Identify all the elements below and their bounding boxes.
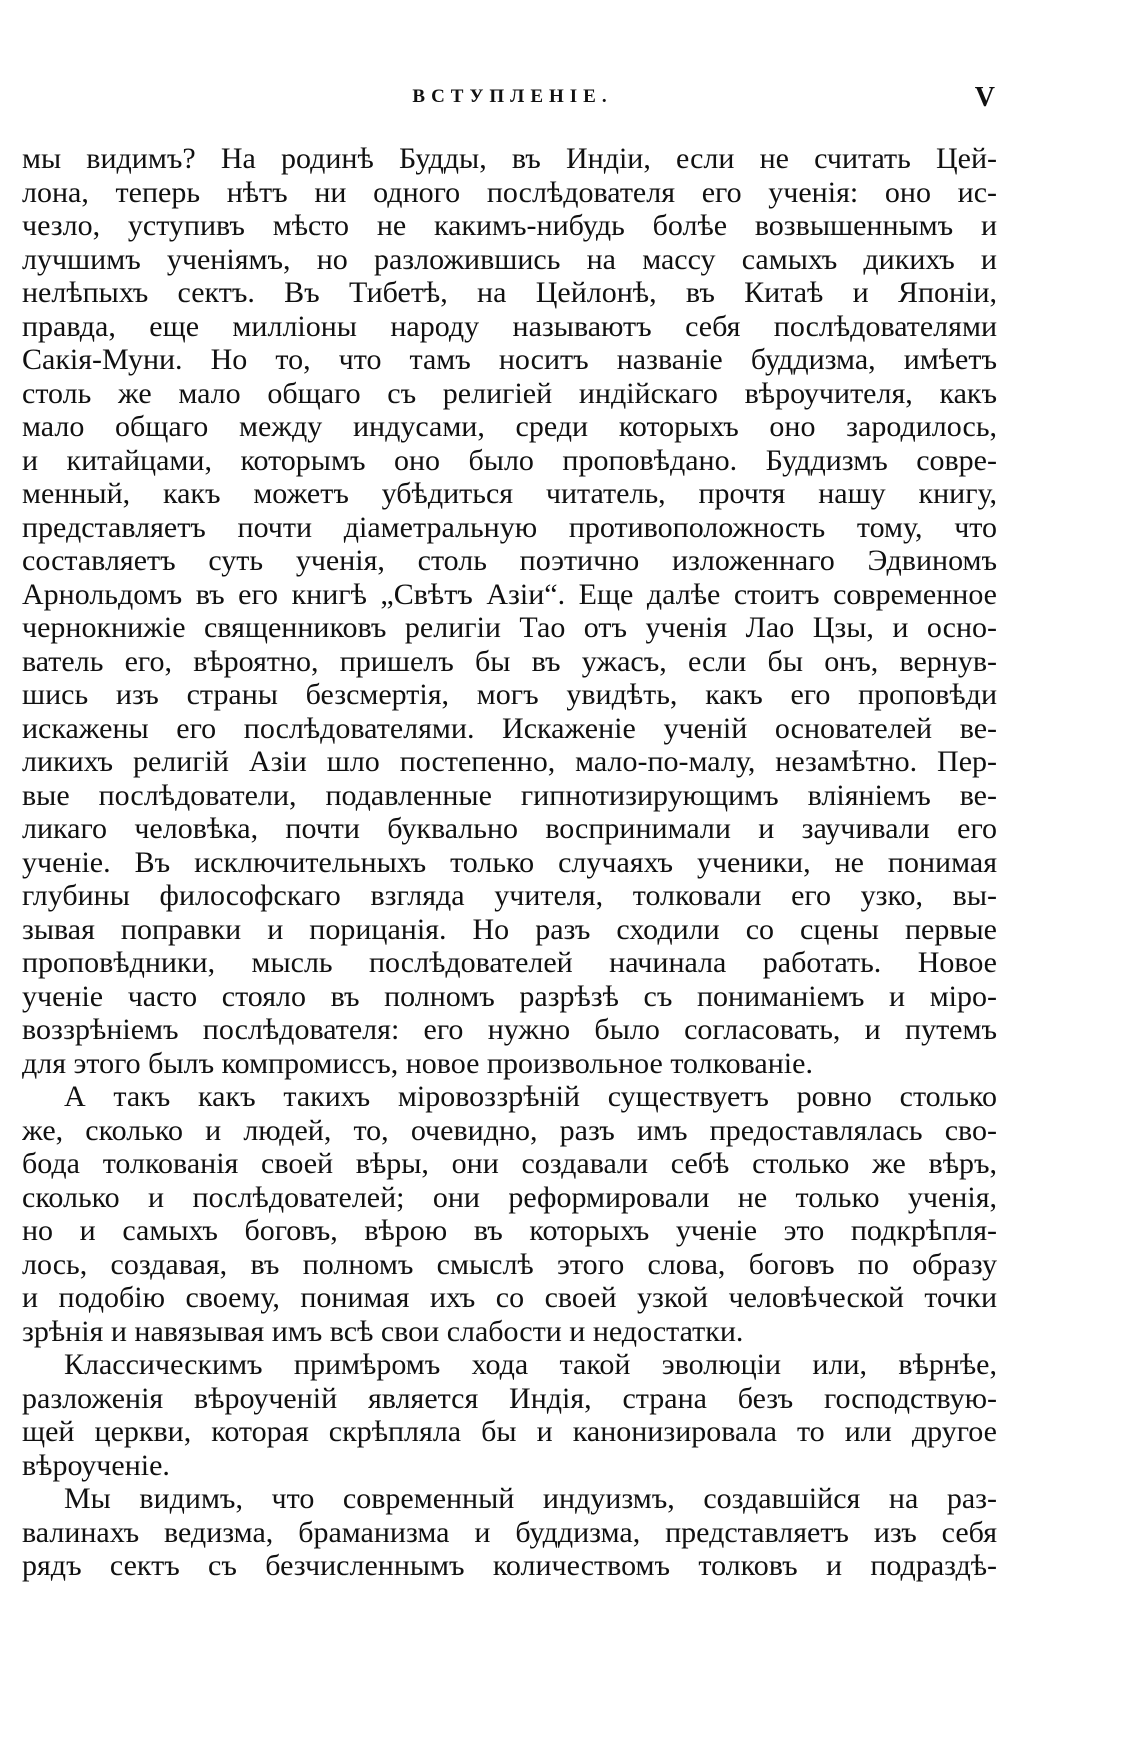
text-line: вые послѣдователи, подавленные гипнотизирующимъ вліяніемъ ве- [22, 778, 997, 812]
text-line: рядъ сектъ съ безчисленнымъ количествомъ толковъ и подраздѣ- [22, 1549, 997, 1582]
text-line: щей церкви, которая скрѣпляла бы и канонизировала то или другое [22, 1415, 997, 1448]
text-line: Мы видимъ, что современный индуизмъ, создавшійся на раз- [64, 1482, 997, 1515]
text-line: нелѣпыхъ сектъ. Въ Тибетѣ, на Цейлонѣ, въ Китаѣ и Японіи, [22, 276, 997, 309]
text-line: ученіе. Въ исключительныхъ только случаяхъ ученики, не понимая [22, 845, 997, 879]
text-line: и подобію своему, понимая ихъ со своей узкой человѣческой точки [22, 1281, 997, 1314]
running-title: ВСТУПЛЕНIЕ. [412, 86, 613, 107]
text-line: Сакія-Муни. Но то, что тамъ носитъ названіе буддизма, имѣетъ [22, 343, 997, 376]
text-line: вѣроученіе. [22, 1448, 170, 1482]
text-line: разложенія вѣроученій является Индія, страна безъ господствую- [22, 1381, 997, 1415]
text-line: ликаго человѣка, почти буквально воспринимали и заучивали его [22, 812, 997, 845]
text-line: столь же мало общаго съ религіей индійскаго вѣроучителя, какъ [22, 376, 997, 410]
text-line: А такъ какъ такихъ міровоззрѣній существуетъ ровно столько [64, 1080, 997, 1113]
paragraph [22, 142, 997, 1080]
text-line: лось, создавая, въ полномъ смыслѣ этого слова, боговъ по образу [22, 1247, 997, 1281]
text-line: и китайцами, которымъ оно было проповѣдано. Буддизмъ совре- [22, 443, 997, 477]
text-line: мало общаго между индусами, среди которыхъ оно зародилось, [22, 410, 997, 443]
text-line: ученіе часто стояло въ полномъ разрѣзѣ съ пониманіемъ и міро- [22, 979, 997, 1013]
text-line: же, сколько и людей, то, очевидно, разъ имъ предоставлялась сво- [22, 1113, 997, 1147]
text-line: сколько и послѣдователей; они реформировали не только ученія, [22, 1180, 997, 1214]
text-line: Классическимъ примѣромъ хода такой эволюціи или, вѣрнѣе, [64, 1348, 997, 1381]
text-line: лучшимъ ученіямъ, но разложившись на массу самыхъ дикихъ и [22, 242, 997, 276]
text-line: составляетъ суть ученія, столь поэтично изложеннаго Эдвиномъ [22, 544, 997, 577]
text-line: глубины философскаго взгляда учителя, толковали его узко, вы- [22, 879, 997, 912]
paragraph [22, 1482, 997, 1583]
text-line: зрѣнія и навязывая имъ всѣ свои слабости и недостатки. [22, 1314, 744, 1348]
text-line: мы видимъ? На родинѣ Будды, въ Индіи, если не считать Цей- [22, 142, 997, 175]
running-head [30, 82, 995, 122]
text-line: лона, теперь нѣтъ ни одного послѣдователя его ученія: оно ис- [22, 175, 997, 209]
text-line: валинахъ ведизма, браманизма и буддизма, представляетъ изъ себя [22, 1515, 997, 1549]
text-line: представляетъ почти діаметральную противоположность тому, что [22, 510, 997, 544]
text-line: шись изъ страны безсмертія, могъ увидѣть, какъ его проповѣди [22, 678, 997, 711]
text-line: ватель его, вѣроятно, пришелъ бы въ ужасъ, если бы онъ, вернув- [22, 644, 997, 678]
page-number: V [974, 82, 995, 113]
text-line: для этого былъ компромиссъ, новое произвольное толкованіе. [22, 1046, 813, 1080]
text-line: зывая поправки и порицанія. Но разъ сходили со сцены первые [22, 912, 997, 946]
body-text [22, 142, 997, 1583]
text-line: искажены его послѣдователями. Искаженіе ученій основателей ве- [22, 711, 997, 745]
text-line: воззрѣніемъ послѣдователя: его нужно было согласовать, и путемъ [22, 1013, 997, 1046]
text-line: проповѣдники, мысль послѣдователей начинала работать. Новое [22, 946, 997, 979]
text-line: правда, еще милліоны народу называютъ себя послѣдователями [22, 309, 997, 343]
text-line: чезло, уступивъ мѣсто не какимъ-нибудь болѣе возвышеннымъ и [22, 209, 997, 242]
text-line: чернокнижіе священниковъ религіи Тао отъ ученія Лао Цзы, и осно- [22, 611, 997, 644]
paragraph [22, 1348, 997, 1482]
text-line: бода толкованія своей вѣры, они создавали себѣ столько же вѣръ, [22, 1147, 997, 1180]
text-line: менный, какъ можетъ убѣдиться читатель, прочтя нашу книгу, [22, 477, 997, 510]
text-line: ликихъ религій Азіи шло постепенно, мало-по-малу, незамѣтно. Пер- [22, 745, 997, 778]
text-line: Арнольдомъ въ его книгѣ „Свѣтъ Азіи“. Еще далѣе стоитъ современное [22, 577, 997, 611]
paragraph [22, 1080, 997, 1348]
text-line: но и самыхъ боговъ, вѣрою въ которыхъ ученіе это подкрѣпля- [22, 1214, 997, 1247]
